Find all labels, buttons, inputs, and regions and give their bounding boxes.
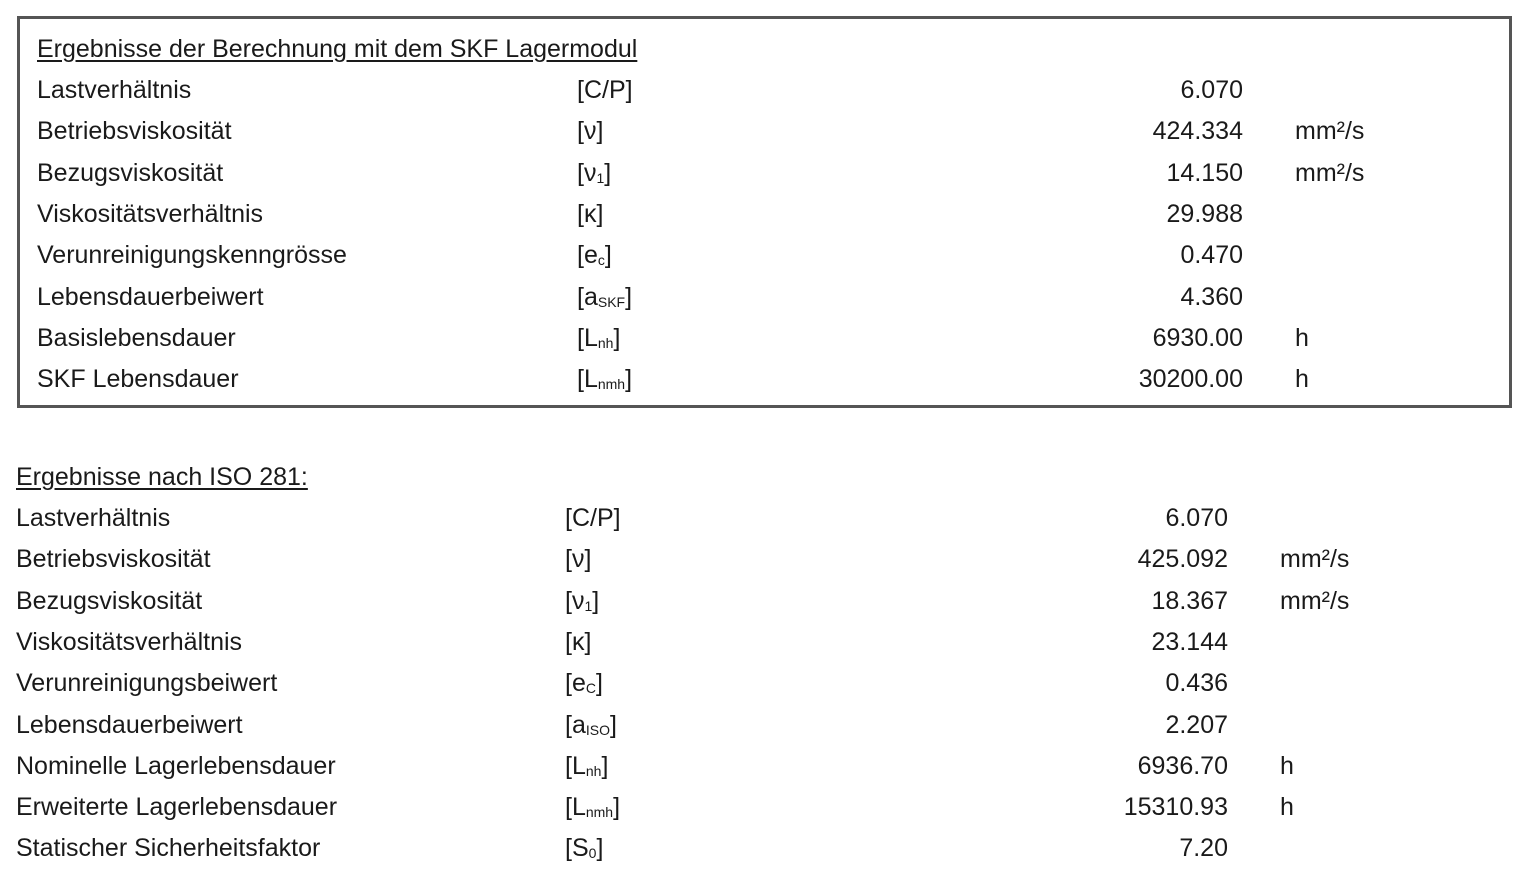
- result-value: 29.988: [1166, 199, 1243, 228]
- result-symbol: [ν]: [577, 117, 604, 146]
- result-value: 15310.93: [1123, 793, 1228, 822]
- result-symbol: [C/P]: [577, 76, 633, 104]
- result-row: [0, 282, 1535, 323]
- skf-results-title: Ergebnisse der Berechnung mit dem SKF Lagermodul: [37, 35, 638, 63]
- result-label: Betriebsviskosität: [16, 545, 211, 574]
- result-label: Viskositätsverhältnis: [37, 199, 264, 228]
- result-label: SKF Lebensdauer: [37, 365, 239, 394]
- symbol-main: C/P: [571, 504, 614, 532]
- result-value: 2.207: [1165, 710, 1228, 739]
- result-unit: mm²/s: [1295, 117, 1365, 146]
- result-value: 424.334: [1152, 117, 1243, 146]
- symbol-main: e: [583, 241, 598, 270]
- result-label: Nominelle Lagerlebensdauer: [16, 751, 336, 780]
- result-value: 23.144: [1151, 627, 1228, 656]
- result-unit: mm²/s: [1280, 586, 1350, 615]
- result-label: Lebensdauerbeiwert: [16, 710, 243, 739]
- result-unit: h: [1295, 323, 1309, 352]
- symbol-subscript: nmh: [597, 376, 626, 393]
- symbol-subscript: 0: [588, 845, 597, 862]
- symbol-main: L: [583, 365, 598, 394]
- symbol-main: ν: [571, 545, 585, 574]
- result-row: [0, 544, 1535, 585]
- symbol-subscript: c: [597, 252, 605, 269]
- symbol-subscript: nh: [585, 762, 602, 779]
- symbol-subscript: 1: [584, 597, 593, 614]
- result-label: Statischer Sicherheitsfaktor: [16, 834, 321, 863]
- result-row: [0, 792, 1535, 833]
- symbol-main: κ: [571, 627, 585, 656]
- symbol-main: e: [571, 669, 586, 698]
- result-label: Betriebsviskosität: [37, 117, 232, 146]
- result-row: [0, 586, 1535, 627]
- result-symbol: [Lnh]: [565, 751, 609, 780]
- symbol-main: a: [583, 282, 598, 311]
- result-value: 14.150: [1166, 158, 1243, 187]
- symbol-subscript: C: [585, 680, 596, 697]
- result-unit: mm²/s: [1295, 158, 1365, 187]
- symbol-main: κ: [583, 199, 597, 228]
- symbol-main: C/P: [583, 76, 626, 104]
- result-symbol: [Lnh]: [577, 323, 621, 352]
- result-symbol: [ν1]: [565, 586, 600, 615]
- result-unit: h: [1280, 751, 1294, 780]
- symbol-main: ν: [583, 158, 597, 187]
- result-symbol: [κ]: [565, 627, 592, 656]
- result-row: [0, 75, 1535, 116]
- result-row: [0, 364, 1535, 405]
- symbol-main: ν: [583, 117, 597, 146]
- result-symbol: [S0]: [565, 834, 604, 863]
- result-symbol: [Lnmh]: [565, 793, 621, 822]
- result-row: [0, 323, 1535, 364]
- result-label: Bezugsviskosität: [16, 586, 203, 615]
- result-value: 7.20: [1179, 834, 1228, 863]
- result-unit: mm²/s: [1280, 545, 1350, 574]
- result-label: Lebensdauerbeiwert: [37, 282, 264, 311]
- result-value: 6930.00: [1152, 323, 1243, 352]
- symbol-main: L: [571, 751, 586, 780]
- symbol-subscript: SKF: [597, 293, 626, 310]
- symbol-subscript: 1: [596, 169, 605, 186]
- result-symbol: [ec]: [577, 241, 612, 270]
- result-value: 0.436: [1165, 669, 1228, 698]
- symbol-main: S: [571, 834, 589, 863]
- symbol-subscript: nmh: [585, 804, 614, 821]
- result-row: [0, 503, 1535, 544]
- result-value: 425.092: [1137, 545, 1228, 574]
- symbol-subscript: ISO: [585, 721, 610, 738]
- result-row: [0, 116, 1535, 157]
- result-label: Erweiterte Lagerlebensdauer: [16, 793, 338, 822]
- result-label: Lastverhältnis: [16, 504, 171, 532]
- result-row: [0, 240, 1535, 281]
- result-row: [0, 668, 1535, 709]
- result-symbol: [κ]: [577, 199, 604, 228]
- result-unit: h: [1280, 793, 1294, 822]
- result-value: 6.070: [1180, 76, 1243, 104]
- result-row: [0, 833, 1535, 874]
- result-value: 30200.00: [1138, 365, 1243, 394]
- symbol-subscript: nh: [597, 334, 614, 351]
- result-row: [0, 751, 1535, 792]
- result-value: 6936.70: [1137, 751, 1228, 780]
- result-symbol: [eC]: [565, 669, 603, 698]
- result-label: Bezugsviskosität: [37, 158, 224, 187]
- result-unit: h: [1295, 365, 1309, 394]
- result-symbol: [ν1]: [577, 158, 612, 187]
- result-value: 4.360: [1180, 282, 1243, 311]
- result-label: Verunreinigungsbeiwert: [16, 669, 278, 698]
- result-symbol: [aSKF]: [577, 282, 633, 311]
- result-value: 0.470: [1180, 241, 1243, 270]
- result-row: [0, 627, 1535, 668]
- symbol-main: L: [583, 323, 598, 352]
- result-label: Viskositätsverhältnis: [16, 627, 243, 656]
- result-symbol: [C/P]: [565, 504, 621, 532]
- symbol-main: L: [571, 793, 586, 822]
- result-label: Basislebensdauer: [37, 323, 236, 352]
- result-row: [0, 158, 1535, 199]
- result-symbol: [ν]: [565, 545, 592, 574]
- result-label: Verunreinigungskenngrösse: [37, 241, 347, 270]
- result-symbol: [aISO]: [565, 710, 617, 739]
- result-row: [0, 710, 1535, 751]
- result-symbol: [Lnmh]: [577, 365, 633, 394]
- result-label: Lastverhältnis: [37, 76, 192, 104]
- symbol-main: a: [571, 710, 586, 739]
- iso-results-title: Ergebnisse nach ISO 281:: [16, 463, 308, 491]
- symbol-main: ν: [571, 586, 585, 615]
- result-value: 18.367: [1151, 586, 1228, 615]
- result-row: [0, 199, 1535, 240]
- result-value: 6.070: [1165, 504, 1228, 532]
